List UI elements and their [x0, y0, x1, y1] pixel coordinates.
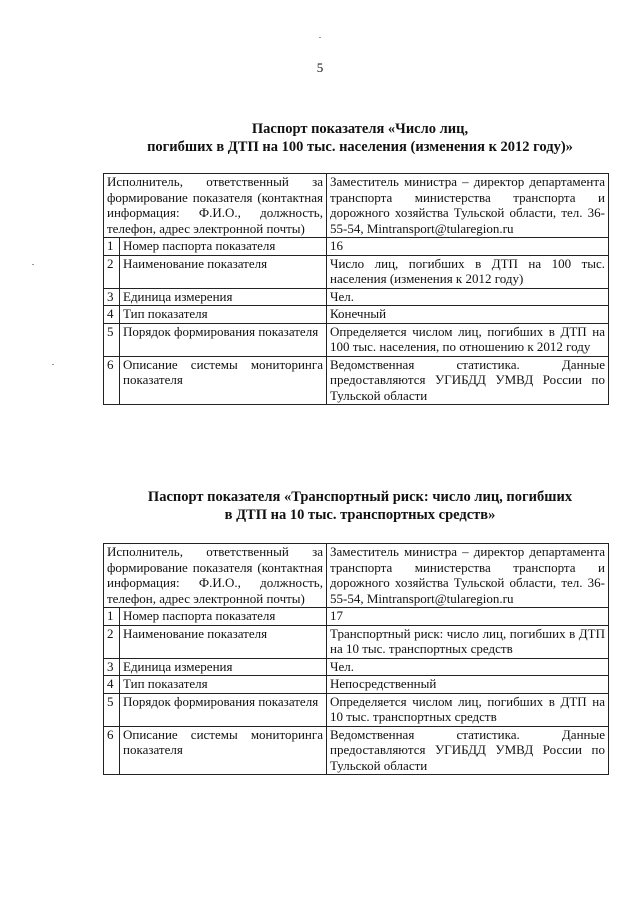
row-label: Номер паспорта показателя [120, 608, 327, 626]
row-value: Ведомственная статистика. Данные предоставляются УГИБДД УМВД России по Тульской области [327, 726, 609, 775]
table-row [104, 726, 609, 775]
row-number: 6 [104, 726, 120, 775]
table-row [104, 238, 609, 256]
table-row [104, 323, 609, 356]
row-number: 4 [104, 676, 120, 694]
page-number: 5 [316, 60, 324, 75]
row-number: 3 [104, 658, 120, 676]
responsible-label: Исполнитель, ответственный за формирование показателя (контактная информация: Ф.И.О., должность, телефон, адрес электронной почты) [104, 174, 327, 238]
row-label: Порядок формирования показателя [120, 693, 327, 726]
row-label: Порядок формирования показателя [120, 323, 327, 356]
row-value: 16 [327, 238, 609, 256]
row-value: Транспортный риск: число лиц, погибших в ДТП на 10 тыс. транспортных средств [327, 625, 609, 658]
passport-2-title-line1: Паспорт показателя «Транспортный риск: число лиц, погибших [147, 489, 573, 505]
table-row [104, 544, 609, 608]
row-number: 5 [104, 323, 120, 356]
row-value: Непосредственный [327, 676, 609, 694]
row-label: Наименование показателя [120, 625, 327, 658]
passport-2-title-line2: в ДТП на 10 тыс. транспортных средств» [224, 507, 496, 523]
passport-1-table [103, 173, 609, 405]
row-value: Ведомственная статистика. Данные предоставляются УГИБДД УМВД России по Тульской области [327, 356, 609, 405]
table-row [104, 693, 609, 726]
row-label: Описание системы мониторинга показателя [120, 356, 327, 405]
table-row [104, 288, 609, 306]
row-number: 2 [104, 625, 120, 658]
table-row [104, 255, 609, 288]
table-row [104, 658, 609, 676]
passport-2-title [80, 488, 640, 524]
passport-1-title-line1: Паспорт показателя «Число лиц, [251, 121, 469, 137]
row-value: Чел. [327, 658, 609, 676]
row-value: Чел. [327, 288, 609, 306]
row-number: 2 [104, 255, 120, 288]
table-row [104, 306, 609, 324]
table-row [104, 356, 609, 405]
table-row [104, 174, 609, 238]
row-number: 5 [104, 693, 120, 726]
row-number: 1 [104, 608, 120, 626]
row-label: Единица измерения [120, 658, 327, 676]
responsible-value: Заместитель министра – директор департамента транспорта министерства транспорта и дорожного хозяйства Тульской области, тел. 36-55-54, Mintransport@tularegion.ru [327, 174, 609, 238]
scan-speck [52, 364, 54, 365]
row-value: Конечный [327, 306, 609, 324]
row-value: Определяется числом лиц, погибших в ДТП на 10 тыс. транспортных средств [327, 693, 609, 726]
row-value: Число лиц, погибших в ДТП на 100 тыс. населения (изменения к 2012 году) [327, 255, 609, 288]
table-row [104, 676, 609, 694]
row-number: 6 [104, 356, 120, 405]
row-label: Номер паспорта показателя [120, 238, 327, 256]
responsible-value: Заместитель министра – директор департамента транспорта министерства транспорта и дорожного хозяйства Тульской области, тел. 36-55-54, Mintransport@tularegion.ru [327, 544, 609, 608]
row-label: Тип показателя [120, 306, 327, 324]
row-number: 3 [104, 288, 120, 306]
row-label: Тип показателя [120, 676, 327, 694]
passport-1-title-line2: погибших в ДТП на 100 тыс. населения (изменения к 2012 году)» [147, 139, 573, 155]
row-label: Наименование показателя [120, 255, 327, 288]
passport-1-title [80, 120, 640, 156]
row-number: 4 [104, 306, 120, 324]
table-row [104, 608, 609, 626]
table-row [104, 625, 609, 658]
scan-speck [32, 264, 34, 265]
row-label: Описание системы мониторинга показателя [120, 726, 327, 775]
responsible-label: Исполнитель, ответственный за формирование показателя (контактная информация: Ф.И.О., должность, телефон, адрес электронной почты) [104, 544, 327, 608]
row-value: Определяется числом лиц, погибших в ДТП на 100 тыс. населения, по отношению к 2012 году [327, 323, 609, 356]
row-value: 17 [327, 608, 609, 626]
scan-speck [319, 37, 321, 38]
passport-2-table [103, 543, 609, 775]
row-number: 1 [104, 238, 120, 256]
row-label: Единица измерения [120, 288, 327, 306]
